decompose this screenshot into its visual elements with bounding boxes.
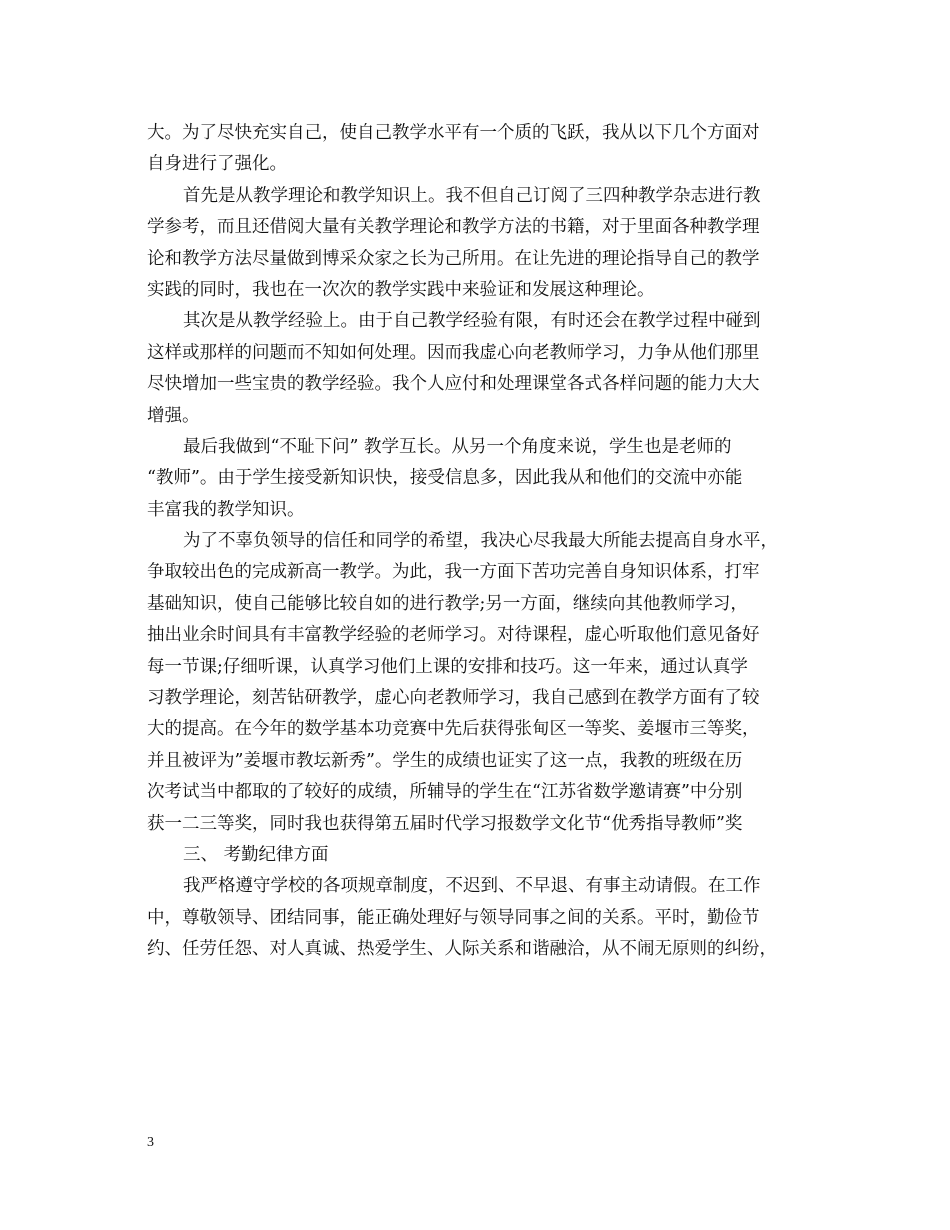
text-line: 争取较出色的完成新高一教学。为此，我一方面下苦功完善自身知识体系，打牢 <box>147 562 760 583</box>
text-line: 首先是从教学理论和教学知识上。我不但自己订阅了三四种教学杂志进行教 <box>183 185 761 206</box>
text-line: 增强。 <box>147 405 200 426</box>
text-line: 约、任劳任怨、对人真诚、热爱学生、人际关系和谐融洽，从不闹无原则的纠纷， <box>147 939 777 960</box>
text-line: 大的提高。在今年的数学基本功竞赛中先后获得张甸区一等奖、姜堰市三等奖， <box>147 719 760 740</box>
text-line: 为了不辜负领导的信任和同学的希望，我决心尽我最大所能去提高自身水平， <box>183 531 778 552</box>
text-line: 基础知识，使自己能够比较自如的进行教学;另一方面，继续向其他教师学习， <box>147 593 748 614</box>
text-line: 尽快增加一些宝贵的教学经验。我个人应付和处理课堂各式各样问题的能力大大 <box>147 374 760 395</box>
page-number: 3 <box>147 1135 154 1150</box>
text-line: 抽出业余时间具有丰富教学经验的老师学习。对待课程，虚心听取他们意见备好 <box>147 625 760 646</box>
text-line: 论和教学方法尽量做到博采众家之长为己所用。在让先进的理论指导自己的教学 <box>147 248 760 269</box>
text-line: 最后我做到“不耻下问” 教学互长。从另一个角度来说，学生也是老师的 <box>183 436 732 457</box>
text-line: 次考试当中都取的了较好的成绩，所辅导的学生在“江苏省数学邀请赛”中分别 <box>147 782 743 803</box>
text-line: “教师”。由于学生接受新知识快，接受信息多，因此我从和他们的交流中亦能 <box>147 468 743 489</box>
text-line: 每一节课;仔细听课，认真学习他们上课的安排和技巧。这一年来，通过认真学 <box>147 656 748 677</box>
text-line: 其次是从教学经验上。由于自己教学经验有限，有时还会在教学过程中碰到 <box>183 311 761 332</box>
text-line: 并且被评为”姜堰市教坛新秀”。学生的成绩也证实了这一点，我教的班级在历 <box>147 750 743 771</box>
text-line: 中，尊敬领导、团结同事，能正确处理好与领导同事之间的关系。平时，勤俭节 <box>147 907 760 928</box>
text-line: 这样或那样的问题而不知如何处理。因而我虚心向老教师学习，力争从他们那里 <box>147 342 760 363</box>
text-line: 自身进行了强化。 <box>147 154 287 175</box>
text-line: 学参考，而且还借阅大量有关教学理论和教学方法的书籍，对于里面各种教学理 <box>147 217 760 238</box>
text-line: 习教学理论，刻苦钻研教学，虚心向老教师学习，我自己感到在教学方面有了较 <box>147 688 760 709</box>
text-line: 三、 考勤纪律方面 <box>183 844 329 865</box>
text-line: 获一二三等奖，同时我也获得第五届时代学习报数学文化节“优秀指导教师”奖 <box>147 813 743 834</box>
text-line: 大。为了尽快充实自己，使自己教学水平有一个质的飞跃，我从以下几个方面对 <box>147 123 760 143</box>
body-text <box>147 118 807 966</box>
text-line: 实践的同时，我也在一次次的教学实践中来验证和发展这种理论。 <box>147 279 655 300</box>
text-line: 丰富我的教学知识。 <box>147 499 305 520</box>
text-line: 我严格遵守学校的各项规章制度，不迟到、不早退、有事主动请假。在工作 <box>183 876 761 897</box>
